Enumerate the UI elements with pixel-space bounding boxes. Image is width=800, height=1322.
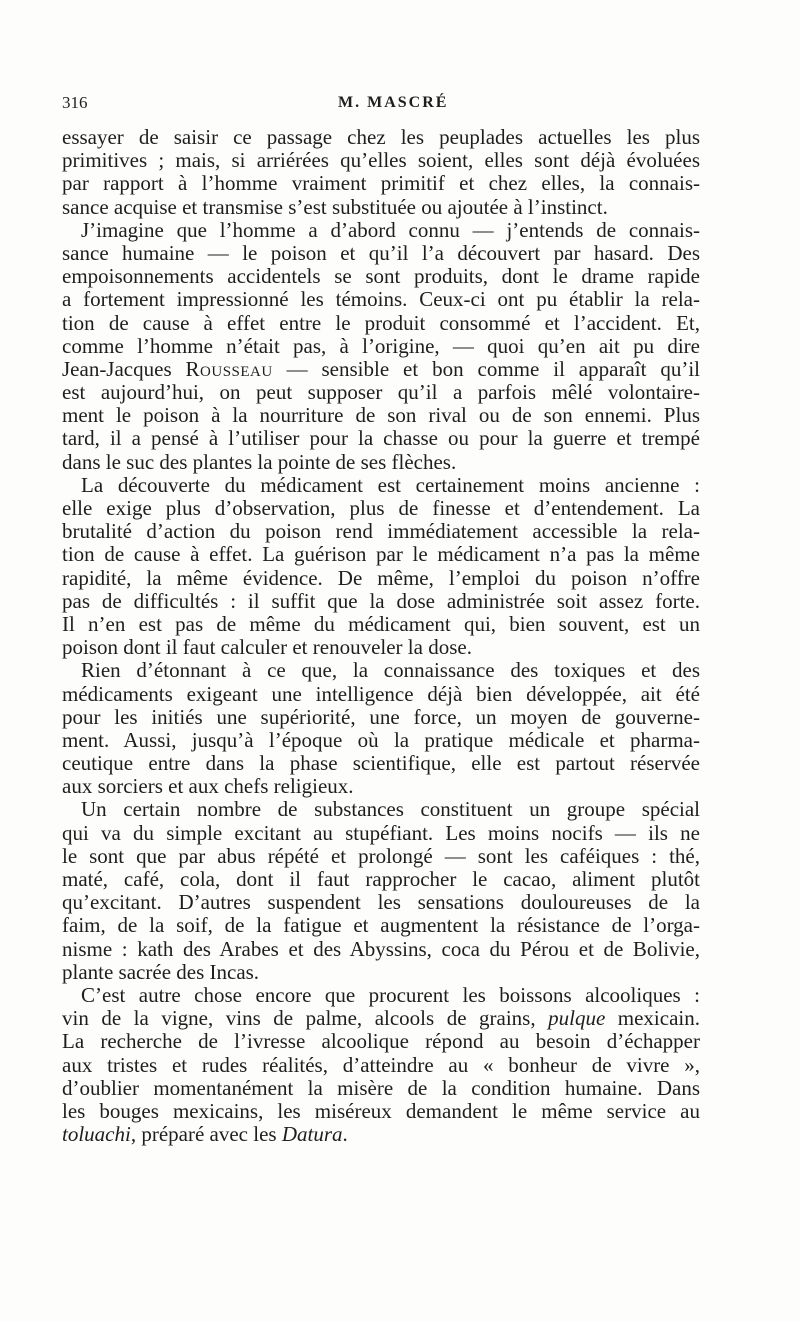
text-line: nisme : kath des Arabes et des Abyssins, coca du Pérou et de Bolivie, <box>62 936 700 961</box>
text-line: essayer de saisir ce passage chez les peuplades actuelles les plus <box>62 125 700 149</box>
page-header <box>62 90 700 116</box>
text-line: rapidité, la même évidence. De même, l’emploi du poison n’offre <box>62 565 700 590</box>
text-line: primitives ; mais, si arriérées qu’elles soient, elles sont déjà évoluées <box>62 148 700 173</box>
text-line <box>62 358 700 381</box>
text-line: ceutique entre dans la phase scientifique, elle est partout réservée <box>62 751 700 776</box>
paragraph <box>62 219 700 474</box>
text-line: sance acquise et transmise s’est substituée ou ajoutée à l’instinct. <box>62 194 608 219</box>
text-line: maté, café, cola, dont il faut rapprocher le cacao, aliment plutôt <box>62 867 700 891</box>
text-segment: , préparé avec les <box>130 1122 282 1147</box>
text-line: comme l’homme n’était pas, à l’origine, — quoi qu’en ait pu dire <box>62 333 700 358</box>
page-number: 316 <box>62 93 88 112</box>
text-segment: mexicain. <box>605 1006 700 1031</box>
text-line: qu’excitant. D’autres suspendent les sensations douloureuses de la <box>62 890 700 915</box>
text-line: faim, de la soif, de la fatigue et augmentent la résistance de l’orga- <box>62 913 700 938</box>
text-line <box>62 1007 700 1030</box>
text-segment: vin de la vigne, vins de palme, alcools de grains, <box>62 1006 549 1031</box>
text-line: Il n’en est pas de même du médicament qui, bien souvent, est un <box>62 611 700 636</box>
text-line: brutalité d’action du poison rend immédiatement accessible la rela- <box>62 519 700 544</box>
author-name-small-caps: Rousseau <box>185 356 273 381</box>
italic-term: pulque <box>548 1006 606 1031</box>
text-line: qui va du simple excitant au stupéfiant. Les moins nocifs — ils ne <box>62 820 700 845</box>
text-line: est aujourd’hui, on peut supposer qu’il a parfois mêlé volontaire- <box>62 380 700 405</box>
text-line: La découverte du médicament est certainement moins ancienne : <box>81 472 700 497</box>
text-line: d’oublier momentanément la misère de la condition humaine. Dans <box>62 1075 700 1100</box>
paragraph <box>62 984 700 1146</box>
text-line: Rien d’étonnant à ce que, la connaissance des toxiques et des <box>81 658 700 683</box>
italic-term: toluachi <box>62 1122 131 1147</box>
text-line: pas de difficultés : il suffit que la dose administrée soit assez forte. <box>62 588 700 613</box>
running-title: M. MASCRÉ <box>338 94 449 111</box>
paragraph <box>62 659 700 798</box>
text-line: tard, il a pensé à l’utiliser pour la chasse ou pour la guerre et trempé <box>62 426 700 451</box>
paragraph <box>62 126 700 219</box>
text-line: aux tristes et rudes réalités, d’atteindre au « bonheur de vivre », <box>62 1052 700 1077</box>
text-line: le sont que par abus répété et prolongé — sont les caféiques : thé, <box>62 843 700 868</box>
text-line: médicaments exigeant une intelligence déjà bien développée, ait été <box>62 681 700 706</box>
text-line: poison dont il faut calculer et renouveler la dose. <box>62 635 472 660</box>
text-segment: Jean-Jacques <box>62 356 186 381</box>
paragraph <box>62 798 700 984</box>
text-line: J’imagine que l’homme a d’abord connu — j’entends de connais- <box>81 217 700 242</box>
text-line: La recherche de l’ivresse alcoolique répond au besoin d’échapper <box>62 1029 700 1054</box>
text-line: pour les initiés une supériorité, une force, un moyen de gouverne- <box>62 704 700 729</box>
text-line: dans le suc des plantes la pointe de ses flèches. <box>62 449 457 474</box>
text-line: tion de cause à effet. La guérison par le médicament n’a pas la même <box>62 542 700 567</box>
body-text <box>62 126 700 1146</box>
text-line: Un certain nombre de substances constituent un groupe spécial <box>81 797 700 822</box>
text-line: tion de cause à effet entre le produit consommé et l’accident. Et, <box>62 310 700 335</box>
text-line <box>62 1123 700 1146</box>
text-segment: — sensible et bon comme il apparaît qu’il <box>272 356 700 381</box>
text-line: ment. Aussi, jusqu’à l’époque où la pratique médicale et pharma- <box>62 727 700 752</box>
paragraph <box>62 474 700 660</box>
text-line: elle exige plus d’observation, plus de finesse et d’entendement. La <box>62 496 700 520</box>
text-line: les bouges mexicains, les miséreux demandent le même service au <box>62 1098 700 1123</box>
text-line: plante sacrée des Incas. <box>62 959 260 984</box>
italic-term: Datura <box>281 1122 343 1147</box>
text-line: par rapport à l’homme vraiment primitif et chez elles, la connais- <box>62 171 700 196</box>
text-line: aux sorciers et aux chefs religieux. <box>62 774 354 799</box>
text-segment: . <box>342 1122 348 1147</box>
text-line: a fortement impressionné les témoins. Ceux-ci ont pu établir la rela- <box>62 287 700 312</box>
text-line: sance humaine — le poison et qu’il l’a découvert par hasard. Des <box>62 240 700 265</box>
text-line: empoisonnements accidentels se sont produits, dont le drame rapide <box>62 264 700 289</box>
text-line: ment le poison à la nourriture de son rival ou de son ennemi. Plus <box>62 403 700 428</box>
text-line: C’est autre chose encore que procurent les boissons alcooliques : <box>81 982 700 1007</box>
